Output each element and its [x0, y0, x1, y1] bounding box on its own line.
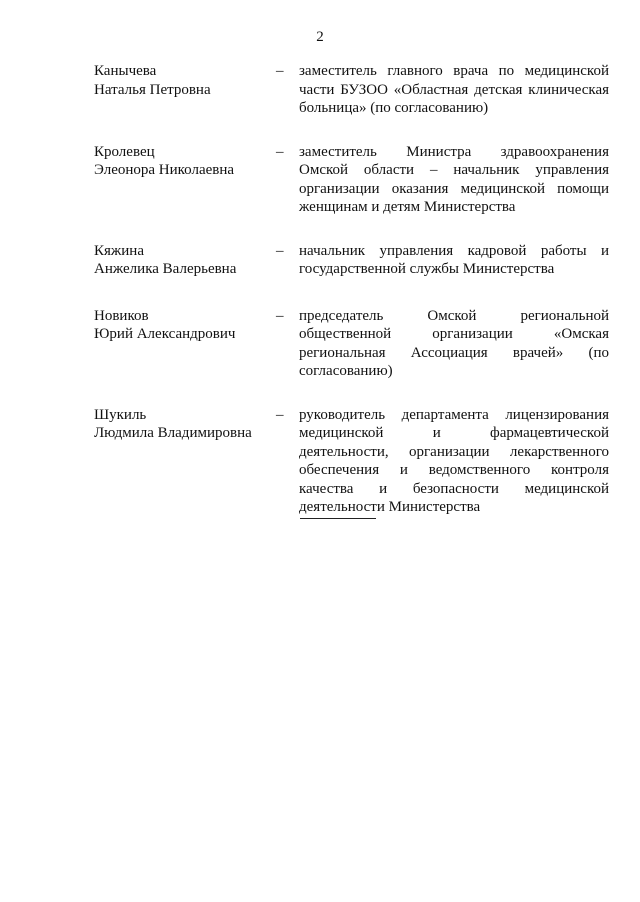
end-of-list-rule [300, 518, 376, 519]
member-surname: Кяжина [94, 242, 144, 259]
member-surname: Канычева [94, 63, 157, 79]
member-position: председатель Омской региональной общественной организации «Омская региональная Ассоциация врачей» (по согласованию) [299, 307, 609, 379]
entry-dash: – [276, 63, 284, 79]
member-entry [94, 406, 610, 517]
member-position: начальник управления кадровой работы и государственной службы Министерства [299, 242, 609, 277]
member-surname: Шукиль [94, 406, 147, 423]
member-entry [94, 62, 610, 118]
member-name [94, 62, 274, 99]
member-given-names: Юрий Александрович [94, 326, 236, 342]
member-position: заместитель Министра здравоохранения Омской области – начальник управления организации оказания медицинской помощи женщинам и детям Министерства [299, 143, 609, 215]
member-given-names: Наталья Петровна [94, 81, 211, 98]
member-position: заместитель главного врача по медицинской части БУЗОО «Областная детская клиническая больница» (по согласованию) [299, 63, 609, 116]
member-entry [94, 307, 610, 381]
member-given-names: Людмила Владимировна [94, 425, 252, 441]
member-given-names: Элеонора Николаевна [94, 162, 235, 178]
entry-dash: – [276, 406, 284, 423]
page-number: 2 [316, 29, 324, 45]
entry-dash: – [276, 242, 284, 259]
member-name [94, 143, 274, 180]
entry-dash: – [276, 307, 284, 324]
member-surname: Кролевец [94, 143, 155, 160]
member-list [94, 62, 610, 542]
member-entry [94, 242, 610, 282]
member-entry [94, 143, 610, 217]
member-surname: Новиков [94, 307, 149, 324]
member-name [94, 307, 274, 344]
member-given-names: Анжелика Валерьевна [94, 261, 237, 277]
member-name [94, 406, 274, 443]
member-position: руководитель департамента лицензирования медицинской и фармацевтической деятельности, организации лекарственного обеспечения и ведомственного контроля качества и безопасности медицинской деятельности Министерства [299, 406, 609, 515]
entry-dash: – [276, 143, 284, 160]
member-name [94, 242, 274, 279]
